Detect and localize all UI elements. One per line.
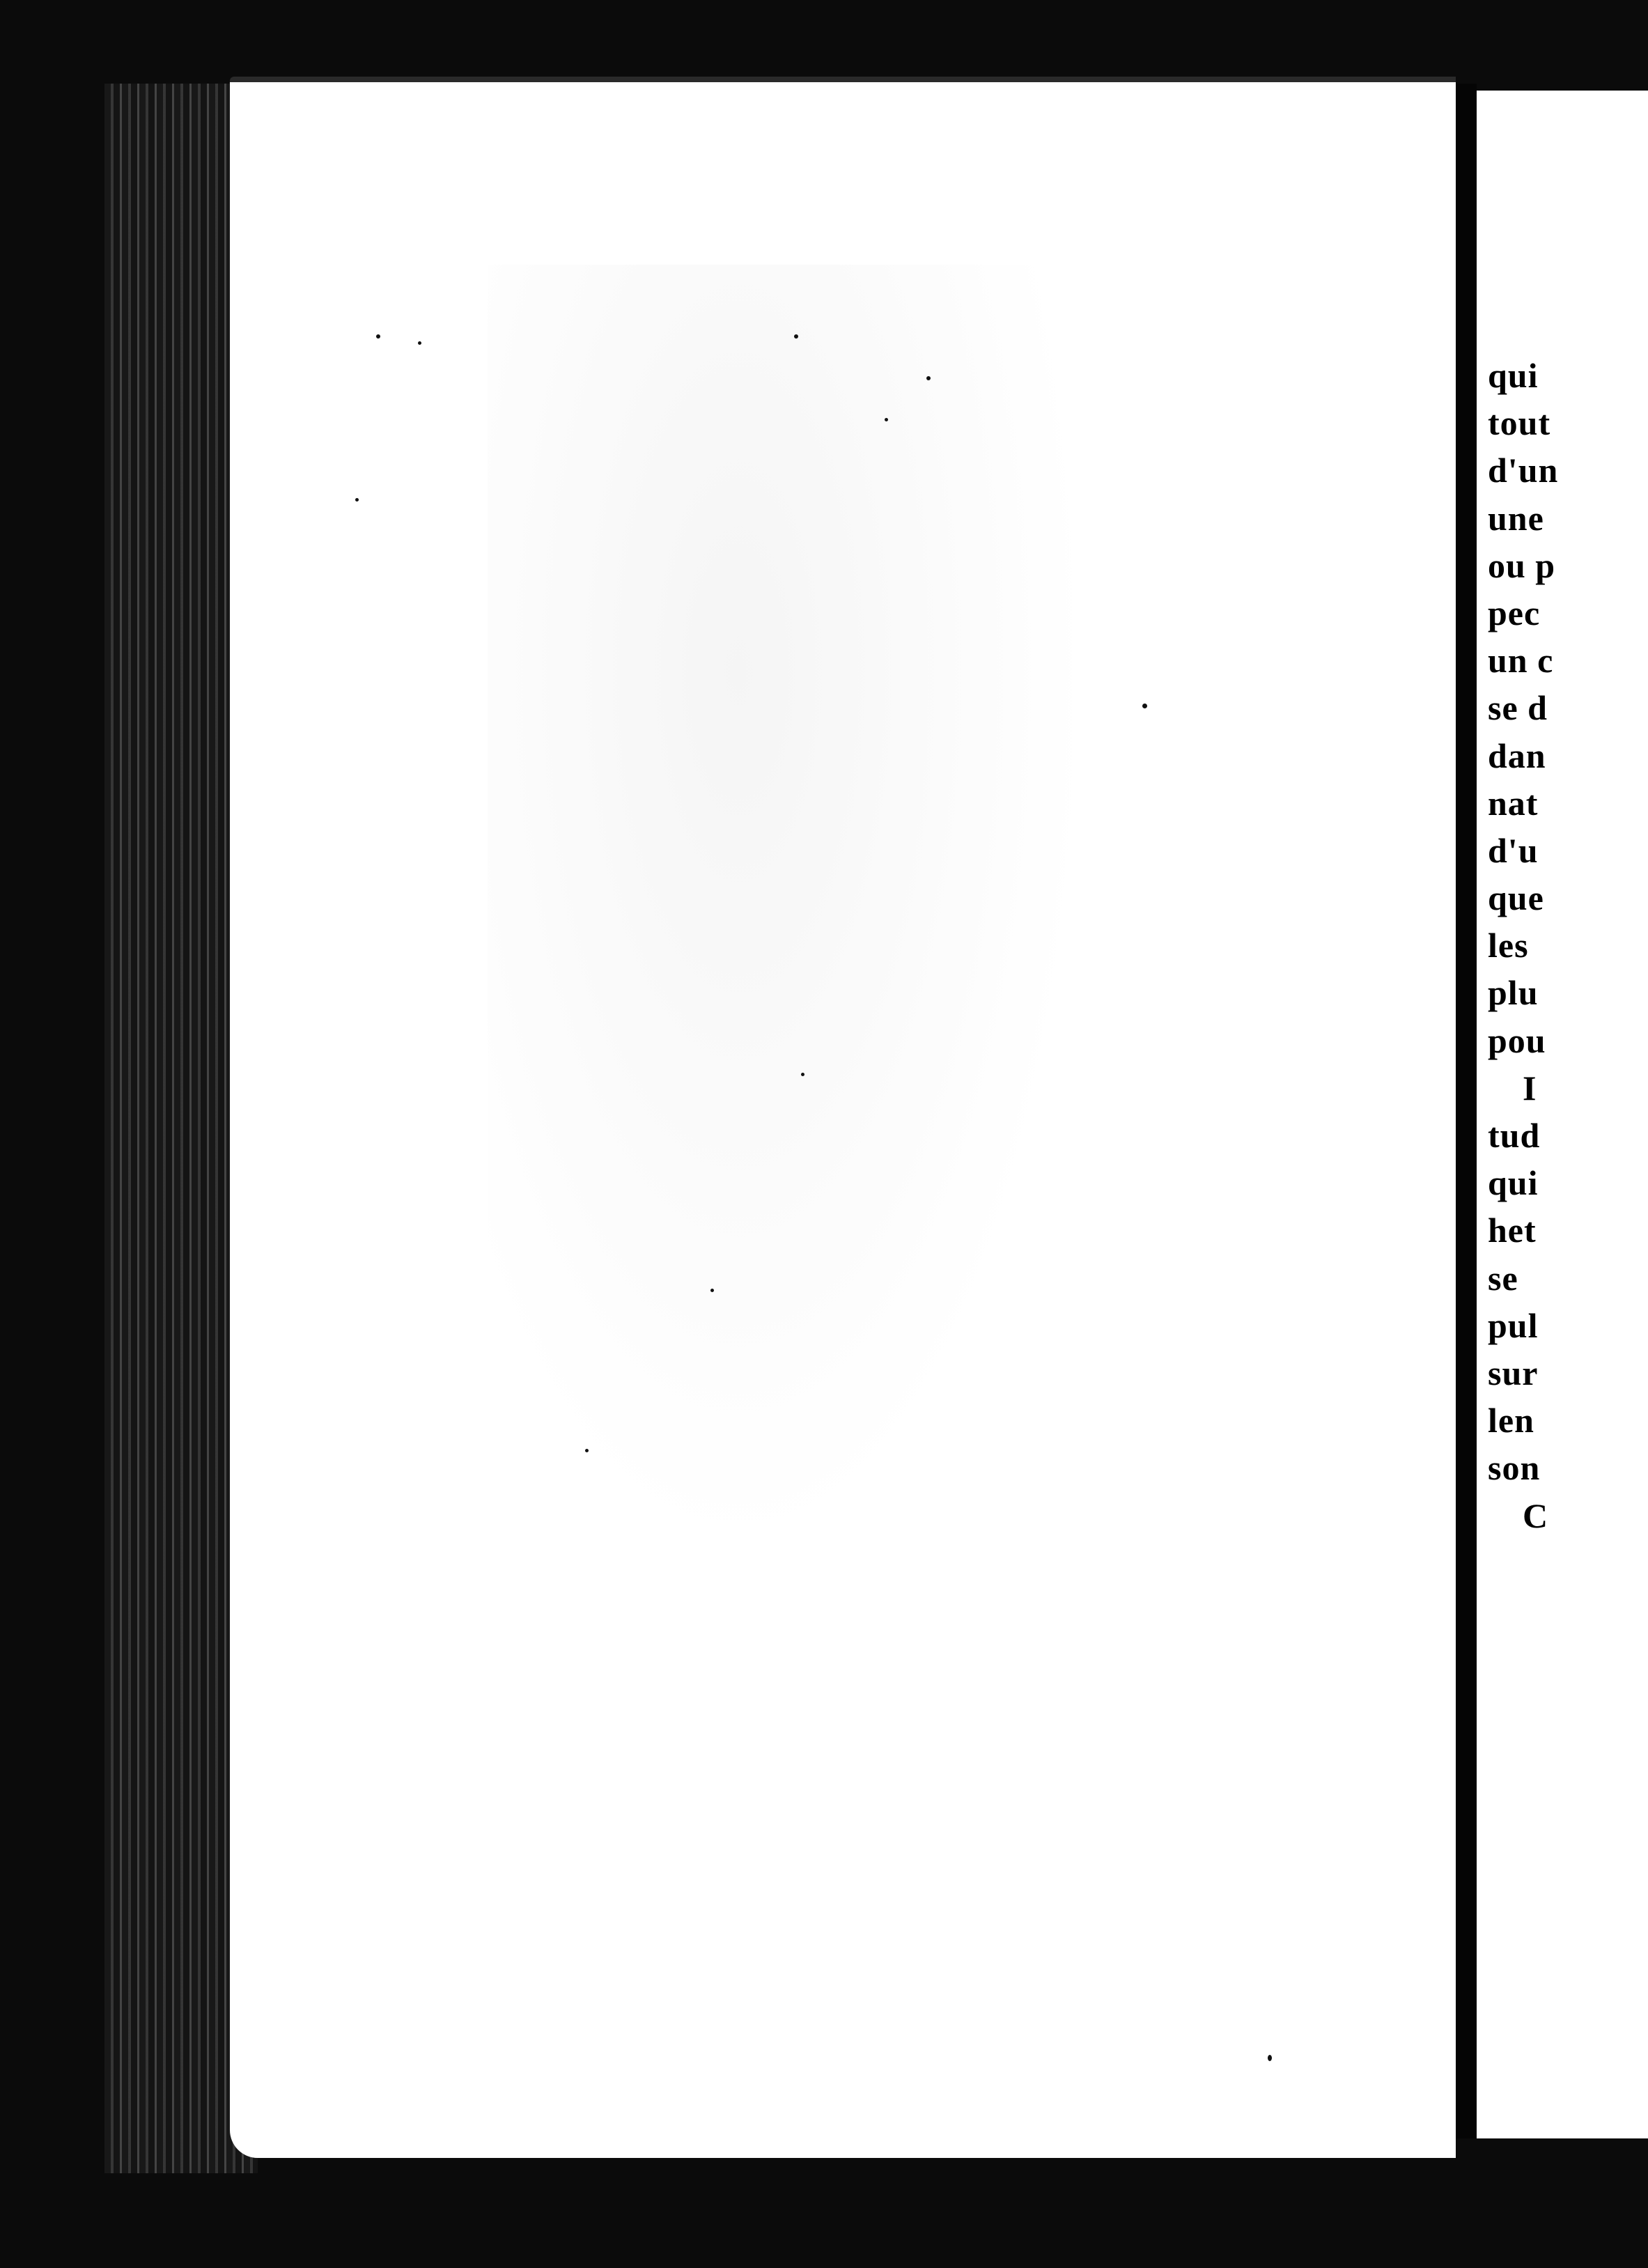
text-line: un c <box>1488 641 1554 681</box>
text-line: se d <box>1488 688 1548 728</box>
text-line: sur <box>1488 1353 1539 1392</box>
text-line: pou <box>1488 1020 1546 1060</box>
text-line: C <box>1523 1496 1549 1535</box>
text-line: het <box>1488 1211 1537 1250</box>
text-line: tout <box>1488 403 1551 443</box>
text-line: nat <box>1488 783 1539 823</box>
text-line: d'u <box>1488 830 1539 870</box>
book-gutter <box>1456 84 1477 2138</box>
right-page-text <box>1488 352 1648 1539</box>
text-line: les <box>1488 926 1529 965</box>
ink-speck <box>926 376 931 380</box>
ink-speck <box>1142 704 1147 708</box>
text-line: se <box>1488 1258 1518 1298</box>
text-line: d'un <box>1488 451 1559 490</box>
ink-speck <box>376 334 380 339</box>
ink-speck <box>355 498 359 502</box>
text-line: dan <box>1488 736 1546 775</box>
text-line: tud <box>1488 1116 1541 1155</box>
text-line: len <box>1488 1401 1534 1440</box>
text-line: qui <box>1488 356 1539 395</box>
show-through-stain <box>488 265 1114 1623</box>
ink-speck <box>710 1289 714 1292</box>
ink-speck <box>794 334 798 339</box>
ink-speck <box>1268 2055 1272 2061</box>
text-line: son <box>1488 1448 1541 1488</box>
text-line: pul <box>1488 1305 1539 1345</box>
ink-speck <box>418 341 421 345</box>
text-line: ou p <box>1488 545 1556 585</box>
text-line: qui <box>1488 1163 1539 1203</box>
text-line: que <box>1488 878 1544 918</box>
text-line: I <box>1523 1068 1537 1108</box>
text-line: une <box>1488 498 1544 538</box>
ink-speck <box>885 418 888 421</box>
text-line: plu <box>1488 973 1539 1013</box>
ink-speck <box>801 1073 804 1076</box>
ink-speck <box>585 1449 589 1452</box>
text-line: pec <box>1488 593 1541 632</box>
